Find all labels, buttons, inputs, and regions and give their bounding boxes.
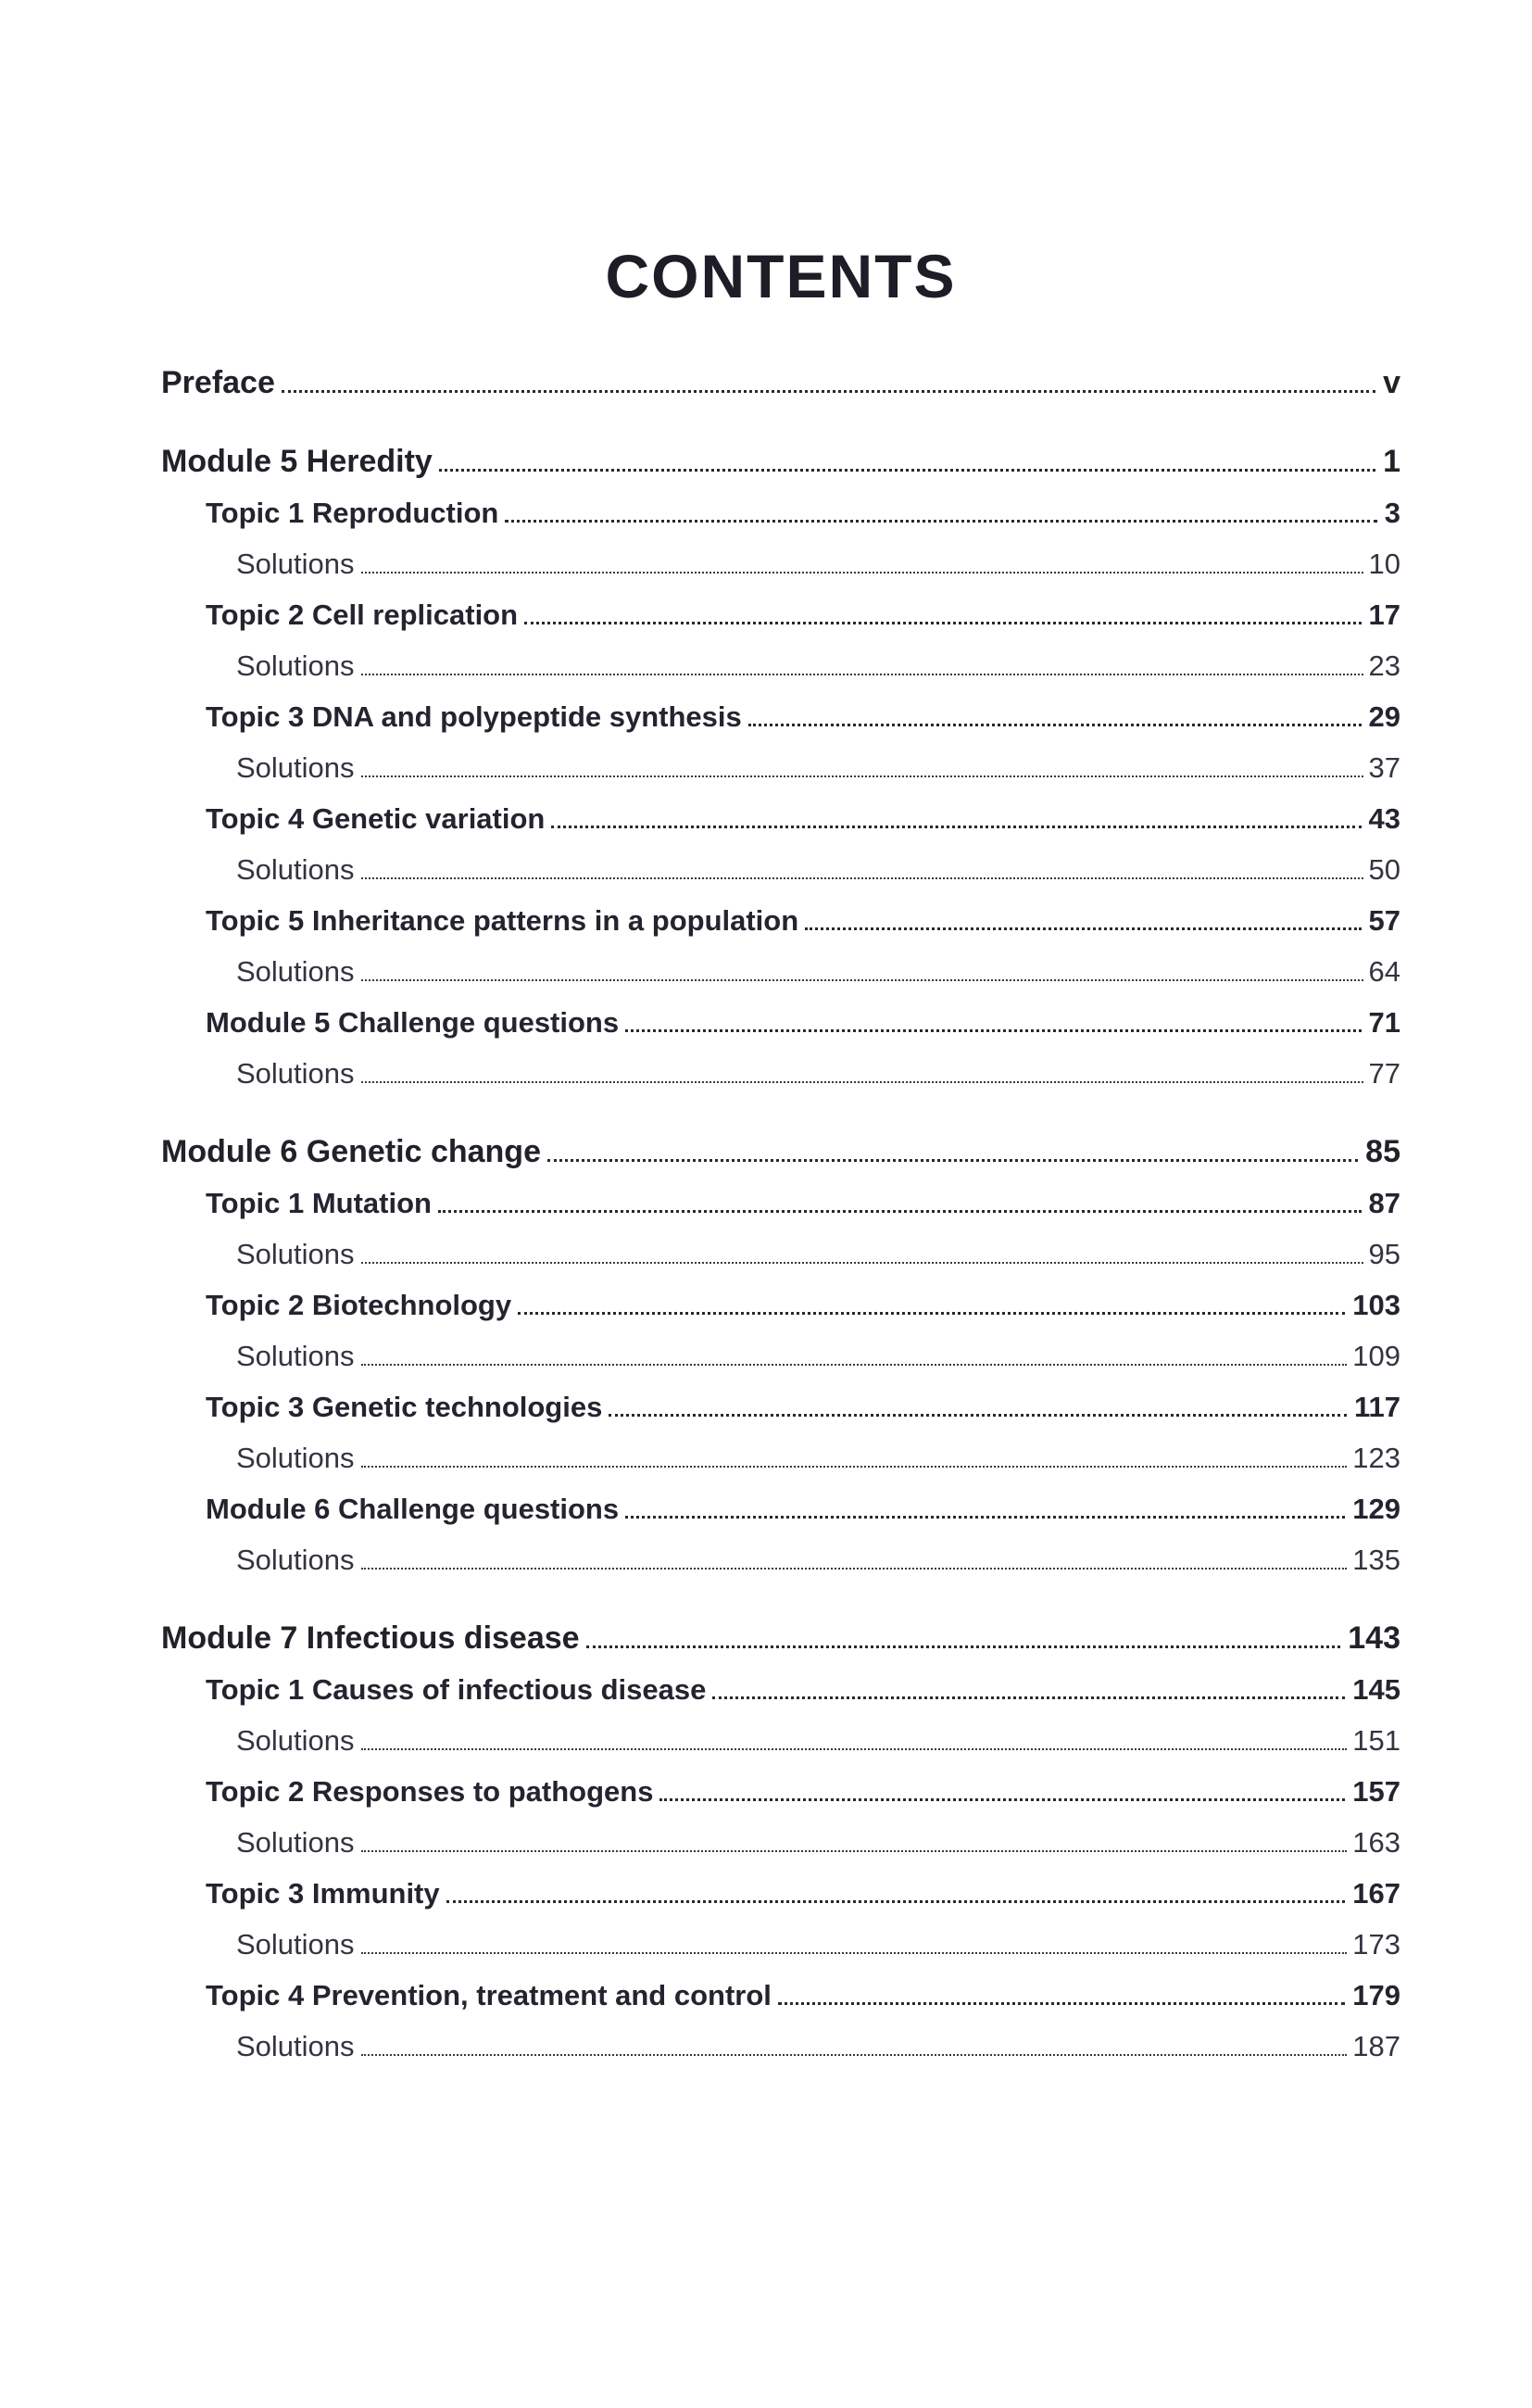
toc-row-solutions	[161, 742, 1400, 793]
toc-entry-label: Topic 3 Immunity	[206, 1877, 440, 1910]
toc-row-solutions	[161, 1534, 1400, 1585]
toc-entry-page: 37	[1368, 751, 1400, 784]
toc-entry-page: 85	[1365, 1134, 1400, 1169]
toc-entry-label: Solutions	[236, 1544, 355, 1576]
toc-entry-label: Solutions	[236, 853, 355, 886]
toc-entry-label: Solutions	[236, 751, 355, 784]
toc-entry-page: 151	[1352, 1724, 1400, 1757]
toc-entry-label: Topic 3 DNA and polypeptide synthesis	[206, 700, 742, 733]
toc-entry-page: 167	[1352, 1877, 1400, 1910]
dot-leader	[609, 1414, 1347, 1417]
toc-row-topic	[161, 1483, 1400, 1534]
dot-leader	[524, 622, 1361, 624]
toc-row-topic	[161, 1766, 1400, 1817]
toc-row-solutions	[161, 946, 1400, 997]
dot-leader	[518, 1312, 1345, 1315]
dot-leader	[586, 1645, 1341, 1648]
toc-row-solutions	[161, 1229, 1400, 1280]
toc-entry-label: Topic 2 Biotechnology	[206, 1289, 512, 1321]
toc-row-solutions	[161, 1919, 1400, 1970]
table-of-contents	[161, 358, 1400, 2072]
toc-row-topic	[161, 589, 1400, 640]
toc-row-solutions	[161, 640, 1400, 691]
dot-leader	[438, 1210, 1362, 1213]
toc-row-topic	[161, 793, 1400, 844]
toc-row-solutions	[161, 1715, 1400, 1766]
toc-row-solutions	[161, 2021, 1400, 2072]
toc-entry-page: 57	[1368, 904, 1400, 937]
dot-leader	[361, 2054, 1348, 2056]
dot-leader	[282, 390, 1375, 393]
toc-entry-label: Solutions	[236, 548, 355, 580]
toc-entry-page: 10	[1368, 548, 1400, 580]
toc-row-topic	[161, 1280, 1400, 1330]
toc-row-solutions	[161, 844, 1400, 895]
toc-entry-label: Topic 5 Inheritance patterns in a population	[206, 904, 799, 937]
toc-entry-page: 109	[1352, 1340, 1400, 1372]
toc-entry-page: 129	[1352, 1493, 1400, 1525]
toc-entry-page: 1	[1383, 444, 1400, 479]
toc-entry-page: 29	[1368, 700, 1400, 733]
toc-entry-page: 3	[1384, 497, 1400, 529]
toc-entry-page: 187	[1352, 2030, 1400, 2062]
toc-entry-label: Solutions	[236, 1340, 355, 1372]
toc-entry-label: Topic 2 Cell replication	[206, 599, 519, 631]
toc-entry-label: Solutions	[236, 955, 355, 988]
toc-row-topic	[161, 1664, 1400, 1715]
toc-entry-label: Preface	[161, 365, 275, 400]
toc-entry-label: Topic 1 Causes of infectious disease	[206, 1673, 707, 1706]
toc-entry-label: Module 6 Challenge questions	[206, 1493, 620, 1525]
toc-entry-page: 173	[1352, 1928, 1400, 1960]
toc-entry-page: 71	[1368, 1006, 1400, 1039]
dot-leader	[361, 1568, 1348, 1570]
toc-entry-label: Solutions	[236, 2030, 355, 2062]
toc-row-solutions	[161, 1048, 1400, 1099]
toc-row-topic	[161, 895, 1400, 946]
toc-entry-label: Topic 3 Genetic technologies	[206, 1391, 603, 1423]
toc-entry-label: Solutions	[236, 649, 355, 682]
toc-entry-page: 87	[1368, 1187, 1400, 1219]
dot-leader	[625, 1029, 1361, 1032]
dot-leader	[361, 1262, 1363, 1264]
dot-leader	[625, 1516, 1345, 1519]
toc-row-solutions	[161, 1330, 1400, 1381]
dot-leader	[446, 1900, 1346, 1903]
toc-entry-label: Topic 1 Mutation	[206, 1187, 432, 1219]
toc-row-module	[161, 436, 1400, 487]
dot-leader	[361, 979, 1363, 981]
toc-entry-page: 179	[1352, 1979, 1400, 2011]
toc-entry-page: 77	[1368, 1057, 1400, 1090]
toc-entry-page: 43	[1368, 802, 1400, 835]
dot-leader	[805, 927, 1361, 930]
toc-entry-label: Solutions	[236, 1057, 355, 1090]
dot-leader	[778, 2002, 1345, 2005]
toc-entry-page: 117	[1353, 1391, 1400, 1423]
toc-row-topic	[161, 487, 1400, 538]
dot-leader	[361, 1466, 1348, 1468]
toc-row-topic	[161, 1178, 1400, 1229]
toc-row-preface	[161, 358, 1400, 409]
toc-entry-label: Solutions	[236, 1928, 355, 1960]
toc-entry-label: Solutions	[236, 1238, 355, 1270]
toc-entry-page: 64	[1368, 955, 1400, 988]
toc-entry-page: 103	[1352, 1289, 1400, 1321]
toc-entry-label: Solutions	[236, 1724, 355, 1757]
dot-leader	[505, 520, 1376, 523]
toc-row-module	[161, 1127, 1400, 1178]
toc-row-solutions	[161, 538, 1400, 589]
dot-leader	[439, 469, 1375, 472]
toc-entry-page: 145	[1352, 1673, 1400, 1706]
toc-entry-page: 95	[1368, 1238, 1400, 1270]
toc-row-solutions	[161, 1817, 1400, 1868]
toc-entry-label: Solutions	[236, 1442, 355, 1474]
toc-row-topic	[161, 1868, 1400, 1919]
toc-entry-label: Topic 4 Prevention, treatment and control	[206, 1979, 772, 2011]
dot-leader	[361, 572, 1363, 574]
dot-leader	[361, 877, 1363, 879]
dot-leader	[361, 1850, 1348, 1852]
dot-leader	[547, 1159, 1358, 1162]
toc-entry-label: Topic 1 Reproduction	[206, 497, 499, 529]
dot-leader	[361, 1081, 1363, 1083]
toc-entry-label: Topic 2 Responses to pathogens	[206, 1775, 654, 1808]
toc-row-topic	[161, 691, 1400, 742]
toc-entry-page: 143	[1348, 1620, 1400, 1656]
toc-entry-page: 17	[1368, 599, 1400, 631]
toc-row-solutions	[161, 1432, 1400, 1483]
dot-leader	[361, 674, 1363, 675]
toc-row-topic	[161, 997, 1400, 1048]
contents-page	[0, 241, 1532, 2408]
dot-leader	[361, 1952, 1348, 1954]
dot-leader	[551, 826, 1361, 828]
toc-entry-label: Module 6 Genetic change	[161, 1134, 541, 1169]
dot-leader	[659, 1798, 1345, 1801]
dot-leader	[712, 1696, 1345, 1699]
toc-entry-label: Module 5 Challenge questions	[206, 1006, 620, 1039]
toc-row-topic	[161, 1381, 1400, 1432]
toc-entry-page: 163	[1352, 1826, 1400, 1859]
toc-entry-page: 123	[1352, 1442, 1400, 1474]
toc-entry-page: 23	[1368, 649, 1400, 682]
toc-row-module	[161, 1613, 1400, 1664]
page-title: CONTENTS	[605, 242, 957, 310]
toc-entry-page: 157	[1352, 1775, 1400, 1808]
toc-row-topic	[161, 1970, 1400, 2021]
toc-entry-label: Module 7 Infectious disease	[161, 1620, 580, 1656]
toc-entry-page: 50	[1368, 853, 1400, 886]
toc-entry-label: Topic 4 Genetic variation	[206, 802, 546, 835]
toc-entry-label: Module 5 Heredity	[161, 444, 433, 479]
toc-entry-page: 135	[1352, 1544, 1400, 1576]
dot-leader	[361, 775, 1363, 777]
dot-leader	[748, 724, 1362, 726]
toc-entry-label: Solutions	[236, 1826, 355, 1859]
dot-leader	[361, 1748, 1348, 1750]
dot-leader	[361, 1364, 1348, 1366]
toc-entry-page: v	[1383, 365, 1400, 400]
